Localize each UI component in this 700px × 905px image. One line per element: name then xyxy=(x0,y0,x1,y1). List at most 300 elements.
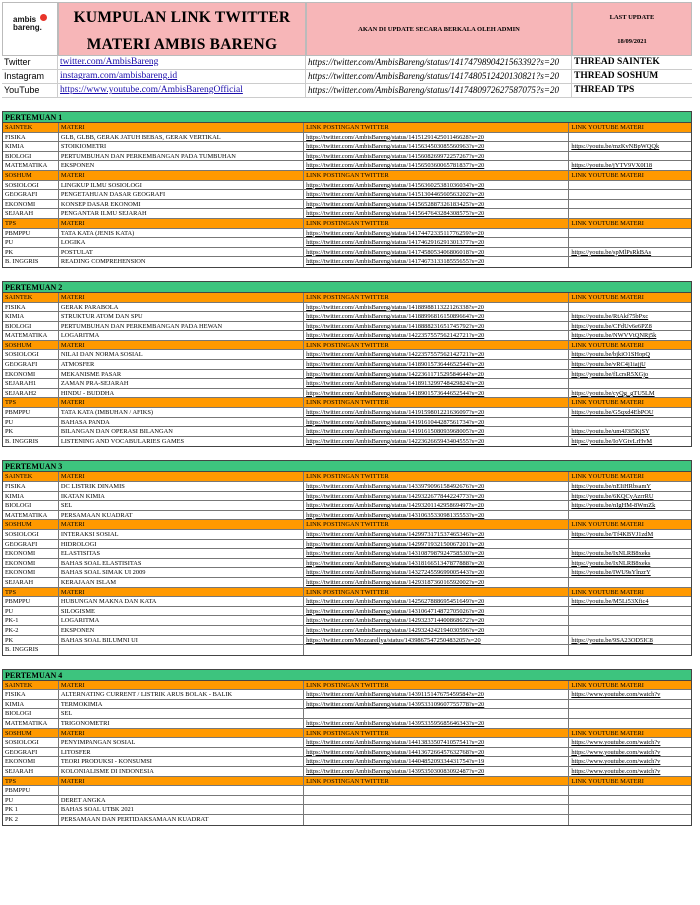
youtube-link-cell xyxy=(569,540,691,549)
youtube-link-cell xyxy=(569,331,691,340)
subject-text: PBMPPU xyxy=(5,409,31,417)
material-cell xyxy=(59,331,304,340)
material-cell xyxy=(59,171,304,180)
twitter-link-cell xyxy=(304,520,569,529)
youtube-link-text[interactable]: https://youtu.be/Tf4KBVJ1zdM xyxy=(571,530,654,538)
table-row xyxy=(3,350,691,360)
subject-cell xyxy=(3,738,59,747)
material-cell xyxy=(59,549,304,558)
subject-cell xyxy=(3,636,59,645)
youtube-link-text[interactable]: https://youtu.be/9SA23OD5IC8 xyxy=(571,636,653,644)
twitter-link-text[interactable]: https://twitter.com/AmbisBareng/status/1415650360065781837?s=20 xyxy=(306,162,485,170)
subject-cell xyxy=(3,379,59,388)
material-text: LINGKUP ILMU SOSIOLOGI xyxy=(60,181,142,189)
subject-cell xyxy=(3,331,59,340)
material-text: HINDU - BUDDHA xyxy=(60,389,115,397)
subject-text: GEOGRAFI xyxy=(5,361,38,369)
table-row xyxy=(3,248,691,258)
twitter-link-cell xyxy=(304,700,569,709)
twitter-link-text[interactable]: https://twitter.com/AmbisBareng/status/1441367266457632768?s=20 xyxy=(306,748,485,756)
youtube-link-text: LINK YOUTUBE MATERI xyxy=(571,473,644,481)
twitter-link-text[interactable]: https://twitter.com/AmbisBareng/status/1439533109607755778?s=20 xyxy=(306,700,485,708)
thread-label: THREAD SAINTEK xyxy=(574,57,660,67)
subject-cell xyxy=(3,341,59,350)
twitter-link-cell xyxy=(304,786,569,795)
subject-text: TPS xyxy=(5,399,17,407)
youtube-link-cell xyxy=(569,142,691,151)
platform-label: YouTube xyxy=(2,84,58,97)
material-cell xyxy=(59,597,304,606)
youtube-link-cell xyxy=(569,729,691,738)
twitter-link-cell xyxy=(304,681,569,690)
twitter-link-text[interactable]: https://twitter.com/AmbisBareng/status/1433979096158492676?s=20 xyxy=(306,483,485,490)
twitter-link-cell xyxy=(304,578,569,587)
youtube-link-cell xyxy=(569,293,691,302)
section-header-row xyxy=(3,520,691,530)
youtube-link-text[interactable]: https://youtu.be/um4J3i5KjSY xyxy=(571,428,650,436)
subject-cell xyxy=(3,597,59,606)
platform-link[interactable]: instagram.com/ambisbareng.id xyxy=(58,70,306,83)
subject-cell xyxy=(3,161,59,170)
subject-cell xyxy=(3,578,59,587)
twitter-link-text[interactable]: https://twitter.com/AmbisBareng/status/1415634503085560963?s=20 xyxy=(306,143,485,151)
twitter-link-text[interactable]: https://twitter.com/AmbisBareng/status/1415608269972257267?s=20 xyxy=(306,152,485,160)
table-row xyxy=(3,616,691,626)
material-text: TATA KATA (JENIS KATA) xyxy=(60,229,135,237)
twitter-link-text[interactable]: https://twitter.com/AmbisBareng/status/1439535030083092487?s=20 xyxy=(306,768,485,776)
material-text: IKATAN KIMIA xyxy=(60,492,105,500)
youtube-link-cell xyxy=(569,767,691,776)
twitter-link-text[interactable]: https://twitter.com/AmbisBareng/status/1439533595685646343?s=20 xyxy=(306,720,485,728)
youtube-link-text: LINK YOUTUBE MATERI xyxy=(571,588,644,596)
material-cell xyxy=(59,511,304,520)
youtube-link-text[interactable]: https://youtu.be/RtAkf75bPxc xyxy=(571,313,649,321)
twitter-link-text[interactable]: https://twitter.com/AmbisBareng/status/1417467313318555655?s=20 xyxy=(306,258,485,266)
youtube-link-text[interactable]: https://youtu.be/spMlPsRkBAs xyxy=(571,248,652,256)
twitter-link-text[interactable]: https://twitter.com/AmbisBareng/status/1422362665943404555?s=20 xyxy=(306,437,485,445)
table-row xyxy=(3,501,691,511)
table-row xyxy=(3,597,691,607)
subject-cell xyxy=(3,123,59,132)
youtube-link-cell xyxy=(569,626,691,635)
subject-text: SOSIOLOGI xyxy=(5,351,39,359)
twitter-link-cell xyxy=(304,437,569,447)
youtube-link-cell xyxy=(569,777,691,786)
material-text: MATERI xyxy=(60,341,85,349)
table-row xyxy=(3,209,691,219)
youtube-link-cell xyxy=(569,690,691,699)
twitter-link-cell xyxy=(304,152,569,161)
social-links xyxy=(2,56,692,98)
twitter-link-text[interactable]: https://twitter.com/AmbisBareng/status/1419161508093968005?s=20 xyxy=(306,428,485,436)
subject-cell xyxy=(3,350,59,359)
twitter-link-cell xyxy=(304,190,569,199)
subject-text: KIMIA xyxy=(5,313,25,321)
youtube-link-text[interactable]: https://youtu.be/fLcrsR5XGjo xyxy=(571,370,649,378)
twitter-link-text[interactable]: https://twitter.com/AmbisBareng/status/1417458053406806018?s=20 xyxy=(306,248,485,256)
twitter-link-cell xyxy=(304,238,569,247)
table-row xyxy=(3,360,691,370)
material-text: LOGARITMA xyxy=(60,332,100,340)
twitter-link-text[interactable]: https://twitter.com/AmbisBareng/status/1429322677844224773?s=20 xyxy=(306,492,485,500)
twitter-link-cell xyxy=(304,303,569,312)
subject-cell xyxy=(3,181,59,190)
subject-cell xyxy=(3,152,59,161)
material-cell xyxy=(59,238,304,247)
subject-text: SOSHUM xyxy=(5,171,32,179)
youtube-link-cell xyxy=(569,229,691,238)
material-cell xyxy=(59,360,304,369)
thread-link[interactable]: https://twitter.com/AmbisBareng/status/1417480972627587075?s=20 xyxy=(306,84,572,97)
youtube-link-cell xyxy=(569,597,691,606)
platform-label: Twitter xyxy=(2,56,58,69)
social-row xyxy=(2,56,692,70)
subject-text: BIOLOGI xyxy=(5,502,32,510)
twitter-link-text[interactable]: https://twitter.com/AmbisBareng/status/1419159801221636097?s=20 xyxy=(306,409,485,417)
youtube-link-cell xyxy=(569,738,691,747)
subject-cell xyxy=(3,408,59,417)
twitter-link-cell xyxy=(304,719,569,728)
twitter-link-text[interactable]: https://twitter.com/AmbisBareng/status/1422361171529584644?s=20 xyxy=(306,370,484,378)
header xyxy=(2,2,692,56)
thread-link[interactable]: https://twitter.com/AmbisBareng/status/1417480512420130821?s=20 xyxy=(306,70,572,83)
youtube-link-cell xyxy=(569,350,691,359)
subject-text: SEJARAH xyxy=(5,768,34,776)
material-text: LISTENING AND VOCABULARIES GAMES xyxy=(60,437,185,445)
youtube-link-cell xyxy=(569,645,691,655)
material-cell xyxy=(59,229,304,238)
twitter-link-cell xyxy=(304,229,569,238)
twitter-link-text[interactable]: https://twitter.com/AmbisBareng/status/1418901573644652544?s=20 xyxy=(306,389,485,397)
material-text: DERET ANGKA xyxy=(60,796,106,804)
twitter-link-text[interactable]: https://twitter.com/AmbisBareng/status/1429320114295869497?s=20 xyxy=(306,502,484,510)
table-row xyxy=(3,190,691,200)
twitter-link-cell xyxy=(304,805,569,814)
youtube-link-cell xyxy=(569,427,691,436)
section-header-row xyxy=(3,341,691,351)
table-row xyxy=(3,331,691,341)
material-cell xyxy=(59,588,304,597)
youtube-link-text[interactable]: https://youtu.be/G5qxd4EbPOU xyxy=(571,409,654,417)
youtube-link-text[interactable]: https://youtu.be/M5Li53Xfic4 xyxy=(571,598,649,606)
table-row xyxy=(3,719,691,729)
table-row xyxy=(3,389,691,399)
title-box xyxy=(58,2,306,56)
twitter-link-text: LINK POSTINGAN TWITTER xyxy=(306,681,389,689)
material-cell xyxy=(59,501,304,510)
section-header-row xyxy=(3,681,691,691)
twitter-link-text[interactable]: https://twitter.com/AmbisBareng/status/1415636025381036034?s=20 xyxy=(306,181,485,189)
subject-text: FISIKA xyxy=(5,133,26,141)
subject-text: PBMPPU xyxy=(5,787,31,795)
subject-text: SOSHUM xyxy=(5,341,32,349)
youtube-link-cell xyxy=(569,171,691,180)
youtube-link-text: LINK YOUTUBE MATERI xyxy=(571,293,644,301)
section-header-row xyxy=(3,729,691,739)
twitter-link-text[interactable]: https://twitter.com/AmbisBareng/status/1415130446560563202?s=20 xyxy=(306,191,485,199)
twitter-link-text: LINK POSTINGAN TWITTER xyxy=(306,399,389,407)
twitter-link-cell xyxy=(304,322,569,331)
subject-cell xyxy=(3,511,59,520)
twitter-link-text[interactable]: https://twitter.com/AmbisBareng/status/1418899681615089664?s=20 xyxy=(306,313,485,321)
material-cell xyxy=(59,161,304,170)
youtube-link-text[interactable]: https://youtu.be/NWVVtQNRj5k xyxy=(571,332,657,340)
youtube-link-cell xyxy=(569,437,691,447)
youtube-link-text[interactable]: https://www.youtube.com/watch?v xyxy=(571,739,661,747)
youtube-link-text: LINK YOUTUBE MATERI xyxy=(571,219,644,227)
twitter-link-text[interactable]: https://twitter.com/AmbisBareng/status/1418888231651745792?s=20 xyxy=(306,322,485,330)
youtube-link-cell xyxy=(569,492,691,501)
subject-cell xyxy=(3,360,59,369)
section-header-row xyxy=(3,293,691,303)
youtube-link-cell xyxy=(569,719,691,728)
twitter-link-text[interactable]: https://twitter.com/AmbisBareng/status/1431063533098135553?s=20 xyxy=(306,511,485,519)
youtube-link-text[interactable]: https://www.youtube.com/watch?v xyxy=(571,748,661,756)
twitter-link-text[interactable]: https://twitter.com/AmbisBareng/status/1415652887326183425?s=20 xyxy=(306,200,485,208)
material-text: EKSPONEN xyxy=(60,626,95,634)
table-row xyxy=(3,700,691,710)
table-row xyxy=(3,181,691,191)
twitter-link-text[interactable]: https://twitter.com/AmbisBareng/status/1440485209334431754?s=19 xyxy=(306,758,485,766)
subject-cell xyxy=(3,530,59,539)
twitter-link-text[interactable]: https://twitter.com/AmbisBareng/status/1429324242194030596?s=20 xyxy=(306,626,485,634)
twitter-link-cell xyxy=(304,568,569,577)
youtube-link-cell xyxy=(569,530,691,539)
subject-cell xyxy=(3,190,59,199)
twitter-link-cell xyxy=(304,777,569,786)
material-cell xyxy=(59,520,304,529)
material-cell xyxy=(59,427,304,436)
twitter-link-text[interactable]: https://twitter.com/AmbisBareng/status/1431087987924758530?s=20 xyxy=(306,550,485,558)
youtube-link-cell xyxy=(569,578,691,587)
twitter-link-text[interactable]: https://twitter.com/AmbisBareng/status/1415647643284308575?s=20 xyxy=(306,210,485,218)
table-row xyxy=(3,568,691,578)
subject-cell xyxy=(3,171,59,180)
section-header-row xyxy=(3,777,691,787)
subject-cell xyxy=(3,322,59,331)
twitter-link-text[interactable]: https://twitter.com/AmbisBareng/status/1429973171537465346?s=20 xyxy=(306,530,485,538)
youtube-link-cell xyxy=(569,123,691,132)
twitter-link-text[interactable]: https://twitter.com/AmbisBareng/status/1418898811322126338?s=20 xyxy=(306,303,484,311)
twitter-link-text[interactable]: https://twitter.com/AmbisBareng/status/1431816651347877888?s=20 xyxy=(306,559,485,567)
table-row xyxy=(3,303,691,313)
youtube-link-cell xyxy=(569,636,691,645)
table-row xyxy=(3,133,691,143)
subject-text: PBMPPU xyxy=(5,229,31,237)
twitter-link-text[interactable]: https://twitter.com/AmbisBareng/status/1425627888695451649?s=20 xyxy=(306,598,485,606)
material-text: STRUKTUR ATOM DAN SPU xyxy=(60,313,143,321)
material-cell xyxy=(59,123,304,132)
material-cell xyxy=(59,472,304,481)
subject-cell xyxy=(3,626,59,635)
spacer xyxy=(2,98,692,111)
twitter-link-text[interactable]: https://twitter.com/AmbisBareng/status/1417447233511776259?s=20 xyxy=(306,229,484,237)
youtube-link-text[interactable]: https://youtu.be/nEIiHRbsamY xyxy=(571,483,652,490)
twitter-link-text[interactable]: https://twitter.com/AmbisBareng/status/1422357557562142721?s=20 xyxy=(306,332,485,340)
subject-cell xyxy=(3,719,59,728)
subject-cell xyxy=(3,133,59,142)
thread-link[interactable]: https://twitter.com/AmbisBareng/status/1417479890421563392?s=20 xyxy=(306,56,572,69)
twitter-link-cell xyxy=(304,690,569,699)
youtube-link-cell xyxy=(569,152,691,161)
twitter-link-text[interactable]: https://twitter.com/AmbisBareng/status/1418901573644652544?s=20 xyxy=(306,361,485,369)
twitter-link-text: LINK POSTINGAN TWITTER xyxy=(306,588,389,596)
material-text: LOGIKA xyxy=(60,239,86,247)
youtube-link-cell xyxy=(569,607,691,616)
subject-text: SEJARAH2 xyxy=(5,389,37,397)
table-row xyxy=(3,492,691,502)
youtube-link-text[interactable]: https://youtu.be/jYTV9VX0I18 xyxy=(571,162,653,170)
twitter-link-cell xyxy=(304,293,569,302)
subject-text: GEOGRAFI xyxy=(5,191,38,199)
material-text: TERMOKIMIA xyxy=(60,700,103,708)
subject-cell xyxy=(3,293,59,302)
material-cell xyxy=(59,777,304,786)
twitter-link-cell xyxy=(304,257,569,267)
table-row xyxy=(3,152,691,162)
table-row xyxy=(3,437,691,447)
youtube-link-text: LINK YOUTUBE MATERI xyxy=(571,777,644,785)
youtube-link-text: LINK YOUTUBE MATERI xyxy=(571,681,644,689)
material-text: STOIKIOMETRI xyxy=(60,143,107,151)
youtube-link-cell xyxy=(569,805,691,814)
twitter-link-cell xyxy=(304,482,569,491)
youtube-link-cell xyxy=(569,408,691,417)
logo-text-2: bareng. xyxy=(13,23,42,32)
twitter-link-cell xyxy=(304,408,569,417)
youtube-link-text[interactable]: https://www.youtube.com/watch?v xyxy=(571,758,661,766)
material-cell xyxy=(59,209,304,218)
youtube-link-text[interactable]: https://youtu.be/cyQg_gTU5LM xyxy=(571,389,655,397)
subject-text: KIMIA xyxy=(5,700,25,708)
subject-text: PU xyxy=(5,796,14,804)
material-cell xyxy=(59,578,304,587)
material-text: ATMOSFER xyxy=(60,361,95,369)
youtube-link-text[interactable]: https://youtu.be/IWU9sYlnzrY xyxy=(571,569,651,577)
youtube-link-cell xyxy=(569,418,691,427)
table-row xyxy=(3,796,691,806)
twitter-link-cell xyxy=(304,171,569,180)
youtube-link-text: LINK YOUTUBE MATERI xyxy=(571,521,644,529)
material-cell xyxy=(59,540,304,549)
material-cell xyxy=(59,257,304,267)
material-cell xyxy=(59,681,304,690)
logo-dot-icon xyxy=(40,14,47,21)
youtube-link-text[interactable]: https://www.youtube.com/watch?v xyxy=(571,768,661,776)
table-row xyxy=(3,815,691,825)
youtube-link-text[interactable]: https://youtu.be/IxNLRB8xeks xyxy=(571,559,651,567)
twitter-link-cell xyxy=(304,729,569,738)
twitter-link-text: LINK POSTINGAN TWITTER xyxy=(306,341,389,349)
material-text: TEORI PRODUKSI - KONSUMSI xyxy=(60,758,152,766)
material-cell xyxy=(59,492,304,501)
material-text: DC LISTRIK DINAMIS xyxy=(60,483,125,490)
subject-cell xyxy=(3,229,59,238)
material-text: KERAJAAN ISLAM xyxy=(60,578,117,586)
twitter-link-text[interactable]: https://twitter.com/AmbisBareng/status/1429318736016592002?s=20 xyxy=(306,578,485,586)
subject-text: PBMPPU xyxy=(5,598,31,606)
twitter-link-cell xyxy=(304,492,569,501)
twitter-link-text[interactable]: https://twitter.com/AmbisBareng/status/1418913299748429824?s=20 xyxy=(306,380,485,388)
subject-text: SEJARAH1 xyxy=(5,380,37,388)
twitter-link-text[interactable]: https://twitter.com/AmbisBareng/status/1441383350741057541?s=20 xyxy=(306,739,485,747)
twitter-link-text[interactable]: https://twitter.com/AmbisBareng/status/1429971932150067201?s=20 xyxy=(306,540,485,548)
youtube-link-text[interactable]: https://youtu.be/CFdUv6e6PZ8 xyxy=(571,322,652,330)
youtube-link-text[interactable]: https://www.youtube.com/watch?v xyxy=(571,691,661,699)
subject-cell xyxy=(3,690,59,699)
material-cell xyxy=(59,616,304,625)
twitter-link-text[interactable]: https://twitter.com/AmbisBareng/status/1439115147675459584?s=20 xyxy=(306,691,484,699)
twitter-link-text[interactable]: https://twitter.com/Mozzarellya/status/1439867547250483205?s=20 xyxy=(306,636,481,644)
twitter-link-cell xyxy=(304,341,569,350)
meeting-table xyxy=(2,281,692,448)
subject-text: B. INGGRIS xyxy=(5,437,39,445)
twitter-link-cell xyxy=(304,815,569,825)
material-cell xyxy=(59,815,304,825)
meeting-title: PERTEMUAN 1 xyxy=(3,112,691,123)
youtube-link-cell xyxy=(569,796,691,805)
subject-text: PK xyxy=(5,248,14,256)
youtube-link-text[interactable]: https://youtu.be/IxNLRB8xeks xyxy=(571,550,651,558)
material-text: SEL xyxy=(60,710,73,718)
twitter-link-text[interactable]: https://twitter.com/AmbisBareng/status/1415129142501146628?s=20 xyxy=(306,133,484,141)
twitter-link-text[interactable]: https://twitter.com/AmbisBareng/status/1417462916291301377?s=20 xyxy=(306,239,485,247)
subject-text: EKONOMI xyxy=(5,550,36,558)
material-text: PENGANTAR ILMU SEJARAH xyxy=(60,210,147,218)
subject-text: FISIKA xyxy=(5,691,26,699)
material-text: MATERI xyxy=(60,171,85,179)
twitter-link-text[interactable]: https://twitter.com/AmbisBareng/status/1429323714400868672?s=20 xyxy=(306,617,485,625)
subject-cell xyxy=(3,588,59,597)
subject-cell xyxy=(3,757,59,766)
twitter-link-text[interactable]: https://twitter.com/AmbisBareng/status/1432724559699005443?s=20 xyxy=(306,569,485,577)
subject-cell xyxy=(3,607,59,616)
twitter-link-cell xyxy=(304,181,569,190)
youtube-link-text[interactable]: https://youtu.be/IoVGtvLrHvM xyxy=(571,437,653,445)
platform-link[interactable]: https://www.youtube.com/AmbisBarengOfficial xyxy=(58,84,306,97)
subject-cell xyxy=(3,219,59,228)
material-cell xyxy=(59,248,304,257)
youtube-link-text[interactable]: https://youtu.be/vRC4j1iajjU xyxy=(571,361,646,369)
platform-link[interactable]: twitter.com/AmbisBareng xyxy=(58,56,306,69)
youtube-link-cell xyxy=(569,257,691,267)
twitter-link-text[interactable]: https://twitter.com/AmbisBareng/status/1422357557562142721?s=20 xyxy=(306,351,485,359)
table-row xyxy=(3,200,691,210)
twitter-link-text[interactable]: https://twitter.com/AmbisBareng/status/1431064714872705026?s=20 xyxy=(306,607,485,615)
youtube-link-cell xyxy=(569,181,691,190)
material-cell xyxy=(59,312,304,321)
youtube-link-text[interactable]: https://youtu.be/mzKvNBpWQQk xyxy=(571,143,660,151)
subject-text: SOSIOLOGI xyxy=(5,181,39,189)
material-text: HIDROLOGI xyxy=(60,540,97,548)
subject-cell xyxy=(3,370,59,379)
youtube-link-text[interactable]: https://youtu.be/6KQCyAzrrRU xyxy=(571,492,654,500)
twitter-link-cell xyxy=(304,472,569,481)
table-row xyxy=(3,738,691,748)
twitter-link-text[interactable]: https://twitter.com/AmbisBareng/status/1419161044287561734?s=20 xyxy=(306,418,485,426)
subject-cell xyxy=(3,257,59,267)
meeting-title: PERTEMUAN 3 xyxy=(3,461,691,472)
youtube-link-text[interactable]: https://youtu.be/bjkiO1SHopQ xyxy=(571,351,650,359)
subject-text: PU xyxy=(5,607,14,615)
material-text: MATERI xyxy=(60,473,85,481)
subject-text: GEOGRAFI xyxy=(5,540,38,548)
table-row xyxy=(3,418,691,428)
subject-text: PK xyxy=(5,636,14,644)
table-row xyxy=(3,757,691,767)
section-header-row xyxy=(3,171,691,181)
youtube-link-text[interactable]: https://youtu.be/nIgHM-8WmZk xyxy=(571,502,656,510)
